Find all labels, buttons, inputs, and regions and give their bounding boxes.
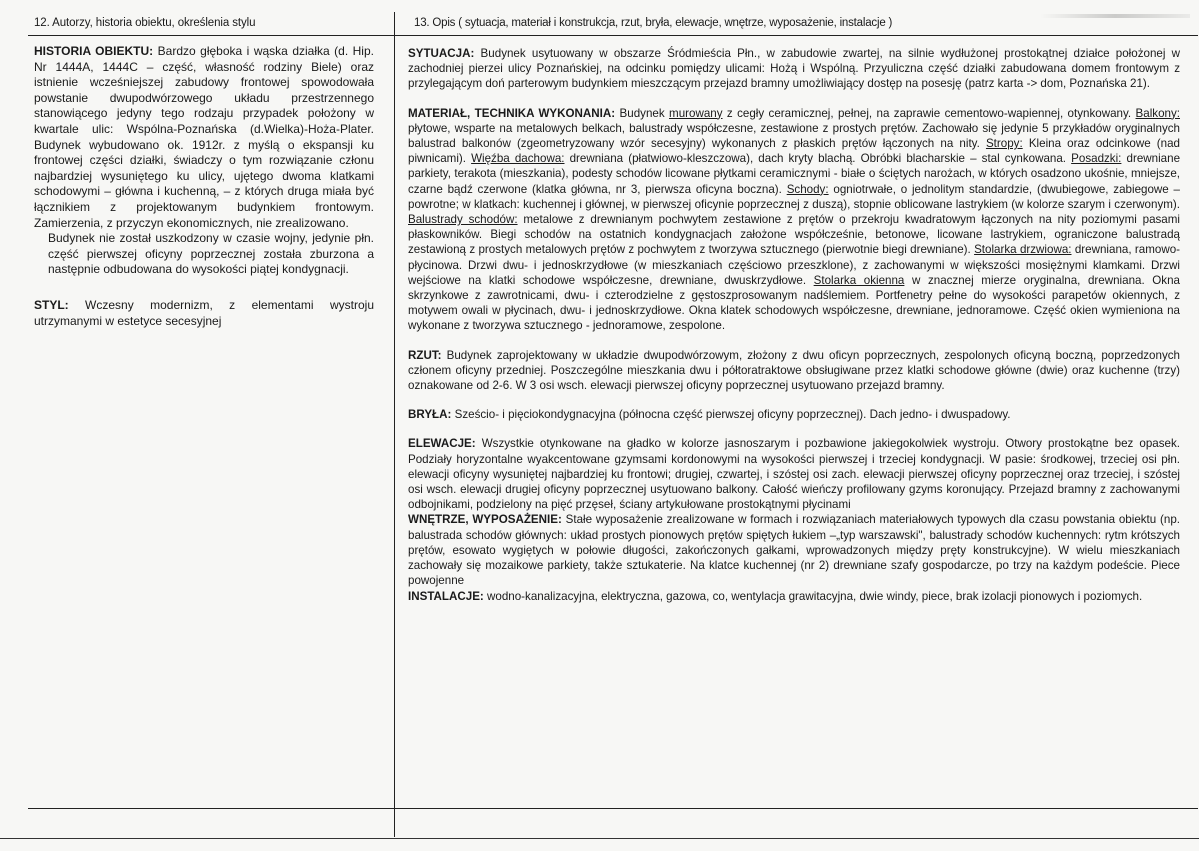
material-text-5: drewniana (płatwiowo-kleszczowa), dach kryty blachą. Obróbki blacharskie – stal cynkowana. — [564, 152, 1072, 166]
styl-text: Wczesny modernizm, z elementami wystroju utrzymanymi w estetyce secesyjnej — [34, 297, 374, 328]
material-text-9: drewniana, ramowo-płycinowa. Drzwi dwu- i jednoskrzydłowe (w mieszkaniach częściowo przeszklone), z zachowanymi w większości mosiężnymi klamkami. Drzwi wejściowe na klatki schodowe współczesne, drewniane, dwuskrzydłowe. — [408, 243, 1180, 287]
material-text-6: drewniane parkiety, terakota (mieszkania), podesty schodów licowane płytkami ceramicznymi - białe o ściętych narożach, w których osadzono ukośnie, mniejsze, czarne bądź czerwone (klatka główna, nr 3, pierwsza oficyna boczna). — [408, 152, 1181, 196]
material-text-8: metalowe z drewnianym pochwytem zestawione z prętów o przekroju kwadratowym łączonych na nity poziomymi pasami płaskowników. Biegi schodów na ostatnich kondygnacjach założone współcześnie, betonowe, licowane lastrykiem, ograniczone balustradą zestawioną z prostych metalowych prętów z pochwytem z tworzywa sztucznego (pierwotnie biegi drewniane). — [408, 213, 1180, 257]
instalacje-section — [408, 589, 1180, 604]
column-divider — [394, 12, 395, 837]
material-text-1: Budynek — [615, 106, 670, 120]
rzut-section — [408, 348, 1180, 394]
bryla-text: Sześcio- i pięciokondygnacyjna (północna część pierwszej oficyny poprzecznej). Dach jedno- i dwuspadowy. — [451, 408, 1011, 422]
footer-line — [0, 838, 1199, 839]
bottom-divider — [28, 808, 1198, 809]
elewacje-section — [408, 436, 1180, 512]
wnetrze-section — [408, 512, 1180, 588]
balkony-term: Balkony: — [1135, 106, 1180, 120]
murowany-term: murowany — [669, 106, 723, 120]
material-text-2: z cegły ceramicznej, pełnej, na zaprawie cementowo-wapiennej, otynkowany. — [722, 106, 1136, 120]
historia-paragraph-2: Budynek nie został uszkodzony w czasie wojny, jedynie płn. część pierwszej oficyny poprzecznej została zburzona a następnie odbudowana do wysokości piątej kondygnacji. — [48, 231, 374, 277]
balustrady-term: Balustrady schodów: — [408, 213, 518, 227]
stolarka-okienna-term: Stolarka okienna — [813, 273, 905, 287]
styl-label: STYL: — [34, 297, 69, 312]
instalacje-text: wodno-kanalizacyjna, elektryczna, gazowa, co, wentylacja grawitacyjna, dwie windy, piece, brak izolacji pionowych i poziomych. — [483, 589, 1143, 603]
material-label: MATERIAŁ, TECHNIKA WYKONANIA: — [408, 106, 616, 120]
rzut-label: RZUT: — [408, 348, 442, 362]
elewacje-label: ELEWACJE: — [408, 437, 476, 451]
historia-label: HISTORIA OBIEKTU: — [34, 44, 154, 58]
bryla-label: BRYŁA: — [408, 408, 452, 422]
header-divider — [28, 35, 1198, 36]
historia-paragraph — [34, 44, 374, 231]
right-column-header: 13. Opis ( sytuacja, materiał i konstrukcja, rzut, bryła, elewacje, wnętrze, wyposażenie, instalacje ) — [414, 17, 893, 29]
material-text-10: w znacznej mierze oryginalna, drewniana. Okna skrzynkowe z zawrotnicami, dwu- i czterodzielne z gęstoszprosowanym nadślemiem. Portfenetry pełne do wysokości parapetów okiennych, z motywem owali w płycinach, dwu- i jednoskrzydłowe. Okna klatek schodowych współczesne, drewniane, jednoramowe. Część okien wymieniona na wykonane z tworzywa sztucznego - jednoramowe, zespolone. — [408, 273, 1181, 333]
scan-artifact — [1040, 14, 1190, 18]
wiezba-term: Więźba dachowa: — [471, 152, 565, 166]
bryla-section — [408, 407, 1180, 422]
styl-paragraph — [34, 298, 374, 329]
right-column — [408, 46, 1180, 604]
instalacje-label: INSTALACJE: — [408, 589, 484, 603]
posadzki-term: Posadzki: — [1071, 152, 1122, 166]
material-section — [408, 106, 1180, 334]
material-text-4: Kleina oraz odcinkowe (nad piwnicami). — [408, 137, 1180, 166]
wnetrze-label: WNĘTRZE, WYPOSAŻENIE: — [408, 513, 562, 527]
material-text-3: płytowe, wsparte na metalowych belkach, balustrady współczesne, zestawione z prostych prętów. Zachowało się jedynie 5 przykładów oryginalnych balustrad balkonów (zgeometryzowany wzór secesyjny) wykonanych z płaskich prętów łączonych na nity. — [408, 121, 1180, 151]
sytuacja-text: Budynek usytuowany w obszarze Śródmieścia Płn., w zabudowie zwartej, na silnie wydłużonej prostokątnej działce położonej w zachodniej pierzei ulicy Poznańskiej, na odcinku pomiędzy ulicami: Hożą i Wspólną. Przyuliczna część działki zabudowana domem frontowym z przylegającym doń parterowym budynkiem mieszczącym przejazd bramny umożliwiający dostęp na posesję (patrz karta -> dom, Poznańska 21). — [408, 47, 1180, 91]
schody-term: Schody: — [786, 182, 829, 196]
sytuacja-label: SYTUACJA: — [408, 47, 475, 60]
historia-text: Bardzo głęboka i wąska działka (d. Hip. Nr 1444A, 1444C – część, własność rodziny Biele) oraz istnienie wcześniejszej zabudowy frontowej spowodowała powstanie dwupodwórzowego układu przestrzennego stanowiącego jedyny tego rodzaju przypadek położony w kwartale ulic: Wspólna-Poznańska (d.Wielka)-Hoża-Plater. Budynek wybudowano ok. 1912r. z myślą o ekspansji ku frontowej części działki, świadczy o tym rozwiązanie członu najbardziej wysuniętego ku ulicy, ujętego dwoma klatkami schodowymi – główna i kuchenną, – z których druga miała być łącznikiem z projektowanym budynkiem frontowym. Zamierzenia, z przyczyn ekonomicznych, nie zrealizowano. — [34, 44, 374, 230]
left-column — [34, 44, 374, 329]
wnetrze-text: Stałe wyposażenie zrealizowane w formach i rozwiązaniach materiałowych typowych dla czasu powstania obiektu (np. balustrada schodów głównych: układ prostych pionowych prętów spiętych łukiem –„typ warszawski", balustrady schodów kuchennych: rytm krótszych prętów, esowato wygiętych w połowie długości, zakończonych gałkami, wprowadzonych między pręty konstrukcyjne). W wielu mieszkaniach zachowały się mozaikowe parkiety, także sztukaterie. Na klatce kuchennej (nr 2) drewniane szafy gospodarcze, po trzy na każdym podeście. Piece powojenne — [408, 513, 1180, 588]
elewacje-text: Wszystkie otynkowane na gładko w kolorze jasnoszarym i pozbawione jakiegokolwiek wystroju. Otwory prostokątne bez opasek. Podziały horyzontalne wyakcentowane gzymsami kordonowymi na wysokości pierwszej i trzeciej kondygnacji. W pasie: środkowej, trzeciej osi płn. elewacji oficyny wysuniętej najbardziej ku frontowi; drugiej, czwartej, i szóstej osi zach. elewacji pierwszej oficyny poprzecznej oraz trzeciej, i szóstej osi wsch. elewacji drugiej oficyny poprzecznej usytuowano balkony. Całość wieńczy profilowany gzyms koronujący. Przejazd bramny z zachowanymi odbojnikami, podzielony na pięć przęseł, ściany artykułowane prostokątnymi płycinami — [408, 437, 1180, 512]
stolarka-drzwiowa-term: Stolarka drzwiowa: — [974, 243, 1072, 257]
sytuacja-section — [408, 46, 1180, 92]
rzut-text: Budynek zaprojektowany w układzie dwupodwórzowym, złożony z dwu oficyn poprzecznych, zespolonych oficyną boczną, poprzedzonych członem oficyny przedniej. Poszczególne mieszkania dwu i półtoratraktowe obsługiwane przez klatki schodowe główne (dwie) oraz kuchenne (trzy) oznakowane od 2-6. W 3 osi wsch. elewacji pierwszej oficyny poprzecznej usytuowano przejazd bramny. — [408, 348, 1180, 393]
left-column-header: 12. Autorzy, historia obiektu, określenia stylu — [34, 17, 256, 29]
stropy-term: Stropy: — [985, 137, 1023, 151]
material-text-7: ogniotrwałe, o jednolitym standardzie, (dwubiegowe, zabiegowe – powrotne; w klatkach: kuchennej i głównej, w pierwszej oficynie poprzecznej z duszą), stopnie oblicowane lastrykiem (w kolorze szarym i czerwonym). — [408, 182, 1180, 211]
